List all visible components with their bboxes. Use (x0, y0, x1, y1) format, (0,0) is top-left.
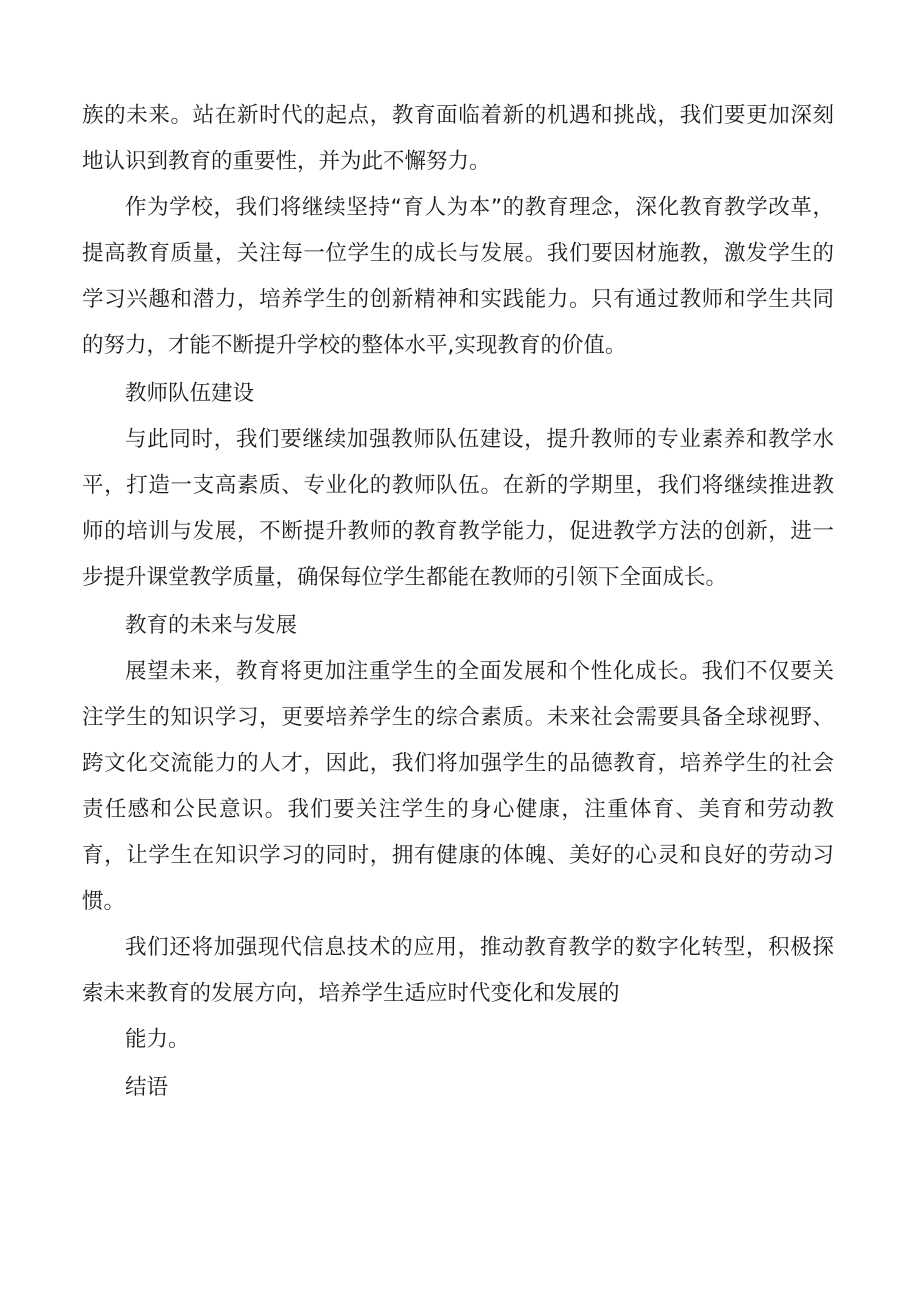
paragraph-school-mission: 作为学校，我们将继续坚持“育人为本”的教育理念，深化教育教学改革，提高教育质量，关注每一位学生的成长与发展。我们要因材施教，激发学生的学习兴趣和潜力，培养学生的创新精神和实践能力。只有通过教师和学生共同的努力，才能不断提升学校的整体水平,实现教育的价值。 (82, 195, 834, 358)
paragraph-information-technology-tail: 能力。 (125, 1027, 190, 1052)
paragraph-future-development: 展望未来，教育将更加注重学生的全面发展和个性化成长。我们不仅要关注学生的知识学习，更要培养学生的综合素质。未来社会需要具备全球视野、跨文化交流能力的人才，因此，我们将加强学生的品德教育，培养学生的社会责任感和公民意识。我们要关注学生的身心健康，注重体育、美育和劳动教育，让学生在知识学习的同时，拥有健康的体魄、美好的心灵和良好的劳动习惯。 (82, 659, 834, 914)
paragraph-information-technology (82, 925, 834, 1063)
paragraph-information-technology-main: 我们还将加强现代信息技术的应用，推动教育教学的数字化转型，积极探索未来教育的发展方向，培养学生适应时代变化和发展的 (82, 935, 834, 1006)
document-body (82, 93, 834, 1111)
section-heading-conclusion: 结语 (125, 1075, 169, 1100)
paragraph-teacher-team: 与此同时，我们要继续加强教师队伍建设，提升教师的专业素养和教学水平，打造一支高素质、专业化的教师队伍。在新的学期里，我们将继续推进教师的培训与发展，不断提升教师的教育教学能力，促进教学方法的创新，进一步提升课堂教学质量，确保每位学生都能在教师的引领下全面成长。 (82, 427, 834, 590)
paragraph-intro-continuation: 族的未来。站在新时代的起点，教育面临着新的机遇和挑战，我们要更加深刻地认识到教育的重要性，并为此不懈努力。 (82, 103, 834, 174)
section-heading-teacher-team: 教师队伍建设 (125, 381, 255, 406)
section-heading-future-development: 教育的未来与发展 (125, 613, 298, 638)
